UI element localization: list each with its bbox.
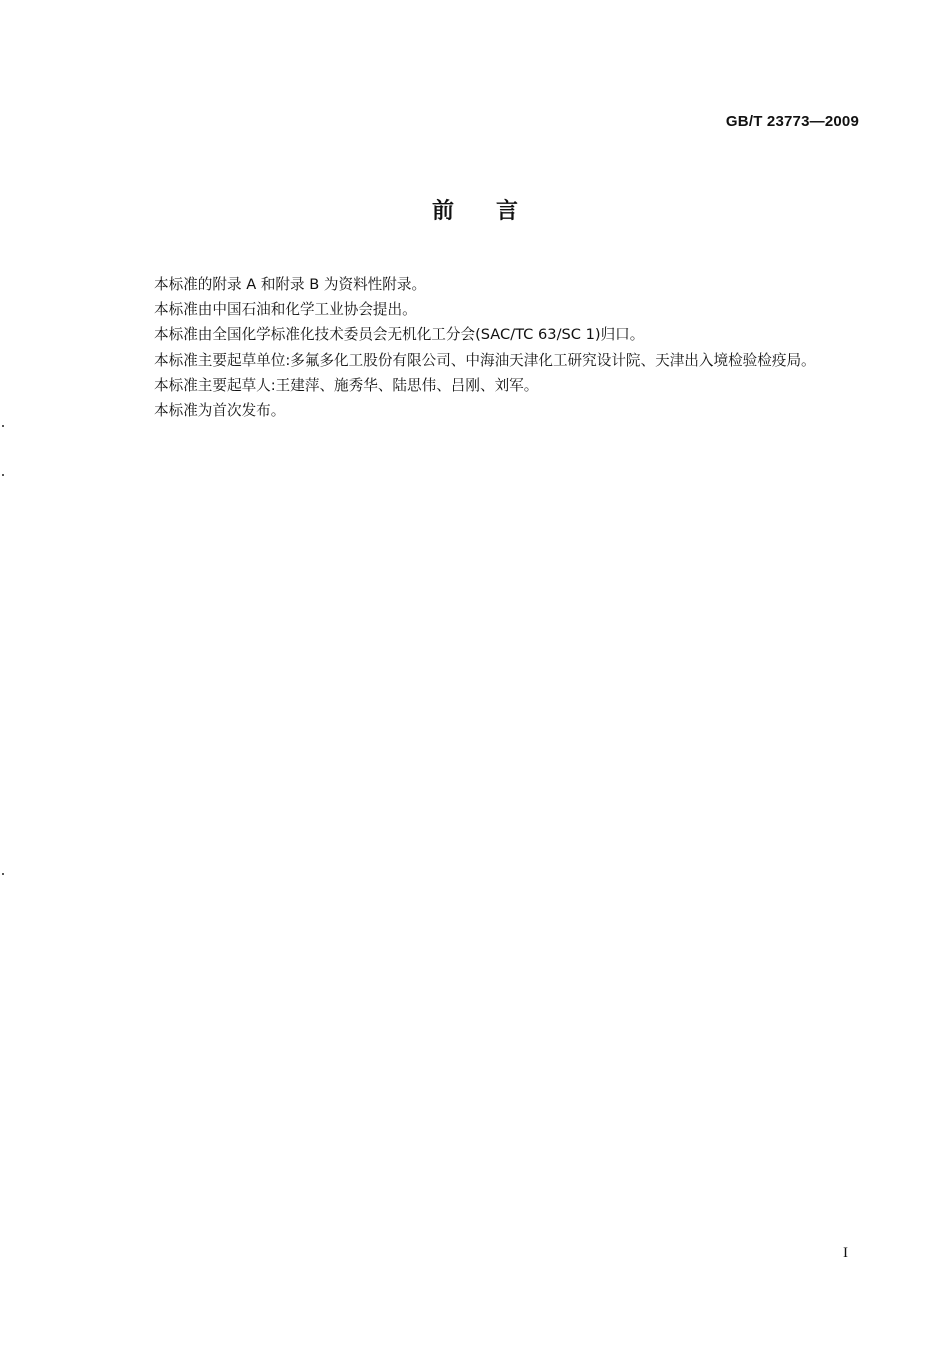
scan-speck [2,474,4,476]
page-title: 前言 [431,199,560,224]
scan-speck [2,425,4,427]
standard-number: GB/T 23773—2009 [725,113,859,130]
scan-speck [2,873,4,875]
paragraph-drafting-units: 本标准主要起草单位:多氟多化工股份有限公司、中海油天津化工研究设计院、天津出入境检验检疫局。 [154,351,816,369]
paragraph-first-release: 本标准为首次发布。 [154,402,286,420]
paragraph-proposer: 本标准由中国石油和化学工业协会提出。 [154,301,417,319]
page-number: I [843,1245,848,1261]
paragraph-appendix: 本标准的附录 A 和附录 B 为资料性附录。 [154,276,427,293]
preface-body [122,272,864,423]
paragraph-committee: 本标准由全国化学标准化技术委员会无机化工分会(SAC/TC 63/SC 1)归口。 [154,326,645,344]
paragraph-drafters: 本标准主要起草人:王建萍、施秀华、陆思伟、吕刚、刘军。 [154,376,539,394]
